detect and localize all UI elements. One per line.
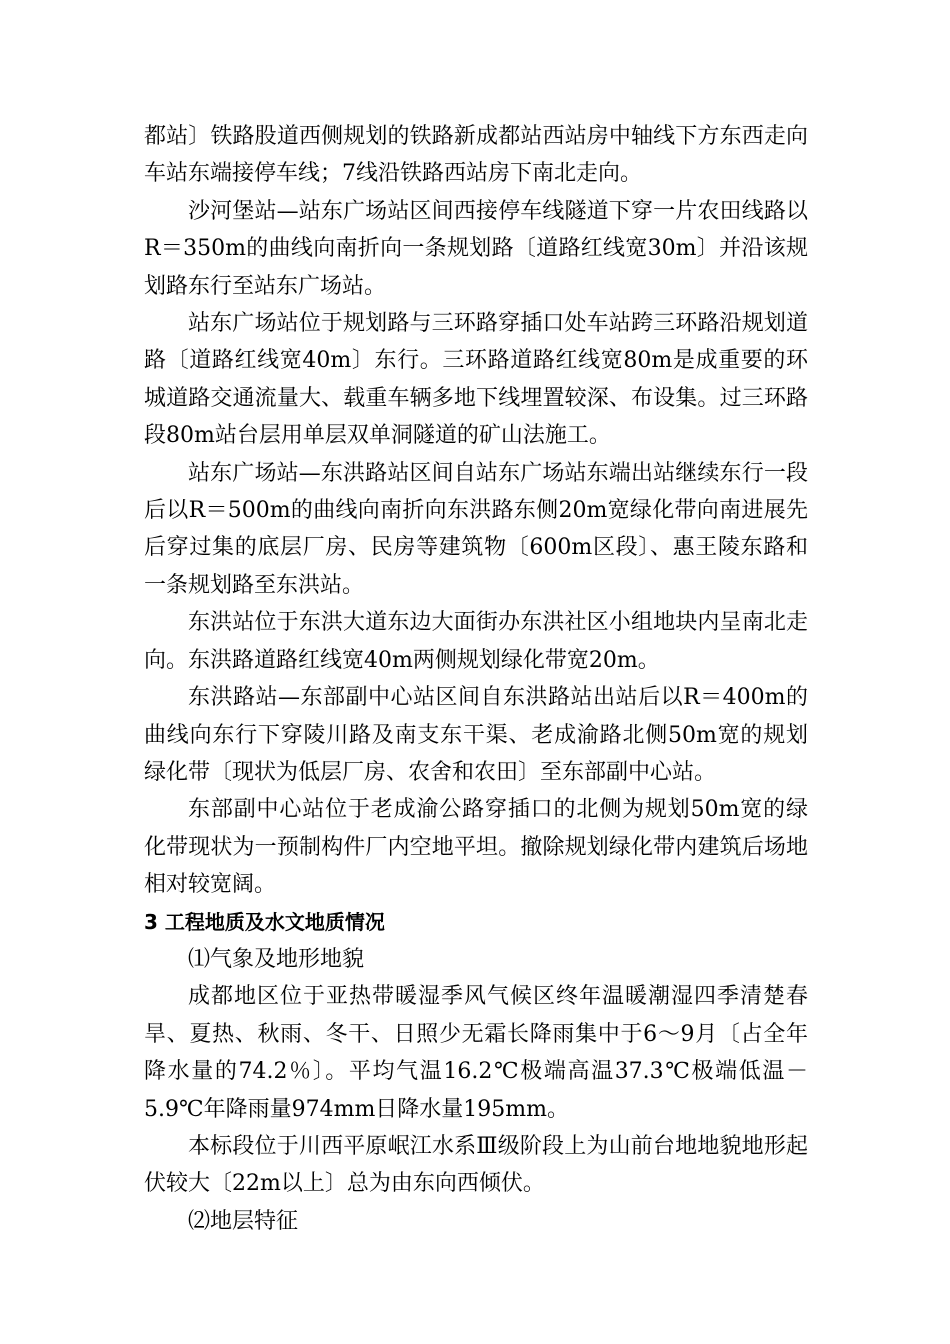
- paragraph-station-track: 都站〕铁路股道西侧规划的铁路新成都站西站房中轴线下方东西走向车站东端接停车线；7线沿铁路西站房下南北走向。: [144, 124, 808, 187]
- paragraph-donghong-station: 东洪站位于东洪大道东边大面街办东洪社区小组地块内呈南北走向。东洪路道路红线宽40m两侧规划绿化带宽20m。: [144, 610, 808, 673]
- paragraph-zhandong-donghong-section: 站东广场站—东洪路站区间自站东广场站东端出站继续东行一段后以R＝500m的曲线向南折向东洪路东侧20m宽绿化带向南进展先后穿过集的底层厂房、民房等建筑物〔600m区段〕、惠王陵东路和一条规划路至东洪站。: [144, 460, 808, 598]
- paragraph-climate: 成都地区位于亚热带暖湿季风气候区终年温暖潮湿四季清楚春旱、夏热、秋雨、冬干、日照少无霜长降雨集中于6～9月〔占全年降水量的74.2％〕。平均气温16.2℃极端高温37.3℃极端低温－5.9℃年降雨量974mm日降水量195mm。: [144, 984, 808, 1122]
- paragraph-east-subcenter-station: 东部副中心站位于老成渝公路穿插口的北侧为规划50m宽的绿化带现状为一预制构件厂内空地平坦。撤除规划绿化带内建筑后场地相对较宽阔。: [144, 797, 808, 898]
- subheading-climate-terrain: ⑴气象及地形地貌: [188, 946, 365, 972]
- subheading-strata: ⑵地层特征: [188, 1208, 299, 1234]
- paragraph-zhandong-station: 站东广场站位于规划路与三环路穿插口处车站跨三环路沿规划道路〔道路红线宽40m〕东行。三环路道路红线宽80m是成重要的环城道路交通流量大、载重车辆多地下线埋置较深、布设集。过三环路段80m站台层用单层双单洞隧道的矿山法施工。: [144, 311, 808, 449]
- section-heading-geology: 3 工程地质及水文地质情况: [144, 909, 385, 934]
- document-page: [144, 118, 808, 1240]
- paragraph-donghong-east-section: 东洪路站—东部副中心站区间自东洪路站出站后以R＝400m的曲线向东行下穿陵川路及南支东干渠、老成渝路北侧50m宽的规划绿化带〔现状为低层厂房、农舍和农田〕至东部副中心站。: [144, 685, 808, 785]
- paragraph-landform: 本标段位于川西平原岷江水系Ⅲ级阶段上为山前台地地貌地形起伏较大〔22m以上〕总为由东向西倾伏。: [144, 1133, 808, 1197]
- paragraph-shahebao-section: 沙河堡站—站东广场站区间西接停车线隧道下穿一片农田线路以R＝350m的曲线向南折向一条规划路〔道路红线宽30m〕并沿该规划路东行至站东广场站。: [144, 198, 808, 299]
